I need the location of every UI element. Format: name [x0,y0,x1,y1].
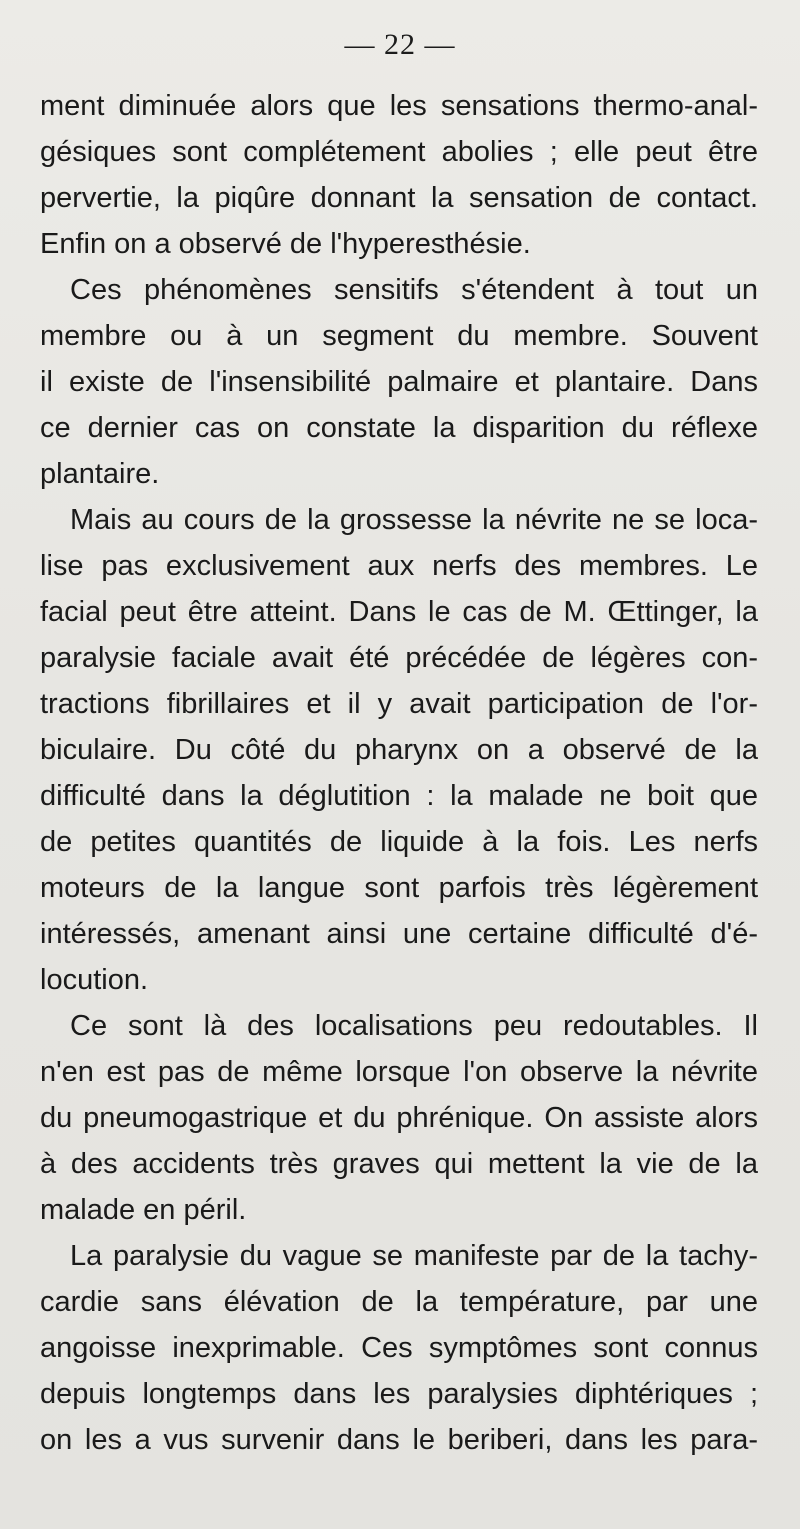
text-line: depuis longtemps dans les paralysies diphtériques ; [40,1378,758,1410]
text-line: lise pas exclusivement aux nerfs des membres. Le [40,550,758,582]
paragraph [40,1233,758,1463]
text-line: biculaire. Du côté du pharynx on a observé de la [40,734,758,766]
text-line: ce dernier cas on constate la disparition du réflexe [40,412,758,444]
text-line: pervertie, la piqûre donnant la sensation de contact. [40,182,758,214]
text-line: Mais au cours de la grossesse la névrite ne se loca- [70,504,758,536]
text-line: facial peut être atteint. Dans le cas de M. Œttinger, la [40,596,758,628]
paragraph [40,83,758,267]
text-line: Ce sont là des localisations peu redoutables. Il [70,1010,758,1042]
text-line: intéressés, amenant ainsi une certaine difficulté d'é- [40,918,758,950]
text-line: moteurs de la langue sont parfois très légèrement [40,872,758,904]
text-line: cardie sans élévation de la température, par une [40,1286,758,1318]
text-line: on les a vus survenir dans le beriberi, dans les para- [40,1424,758,1456]
text-line: angoisse inexprimable. Ces symptômes sont connus [40,1332,758,1364]
text-line: gésiques sont complétement abolies ; elle peut être [40,136,758,168]
text-line: locution. [40,964,149,996]
body-text [40,83,758,1463]
text-line: Enfin on a observé de l'hyperesthésie. [40,228,531,260]
text-line: plantaire. [40,458,160,490]
paragraph [40,1003,758,1233]
paragraph [40,497,758,1003]
text-line: du pneumogastrique et du phrénique. On assiste alors [40,1102,758,1134]
text-line: de petites quantités de liquide à la fois. Les nerfs [40,826,758,858]
text-line: tractions fibrillaires et il y avait participation de l'or- [40,688,758,720]
text-line: paralysie faciale avait été précédée de légères con- [40,642,758,674]
text-line: difficulté dans la déglutition : la malade ne boit que [40,780,758,812]
page-number: — 22 — [344,28,456,61]
paragraph [40,267,758,497]
text-line: malade en péril. [40,1194,247,1226]
text-line: membre ou à un segment du membre. Souvent [40,320,758,352]
text-line: n'en est pas de même lorsque l'on observe la névrite [40,1056,758,1088]
text-line: à des accidents très graves qui mettent la vie de la [40,1148,758,1180]
text-line: ment diminuée alors que les sensations thermo-anal- [40,90,758,122]
text-line: La paralysie du vague se manifeste par de la tachy- [70,1240,758,1272]
text-line: Ces phénomènes sensitifs s'étendent à tout un [70,274,758,306]
text-line: il existe de l'insensibilité palmaire et plantaire. Dans [40,366,758,398]
